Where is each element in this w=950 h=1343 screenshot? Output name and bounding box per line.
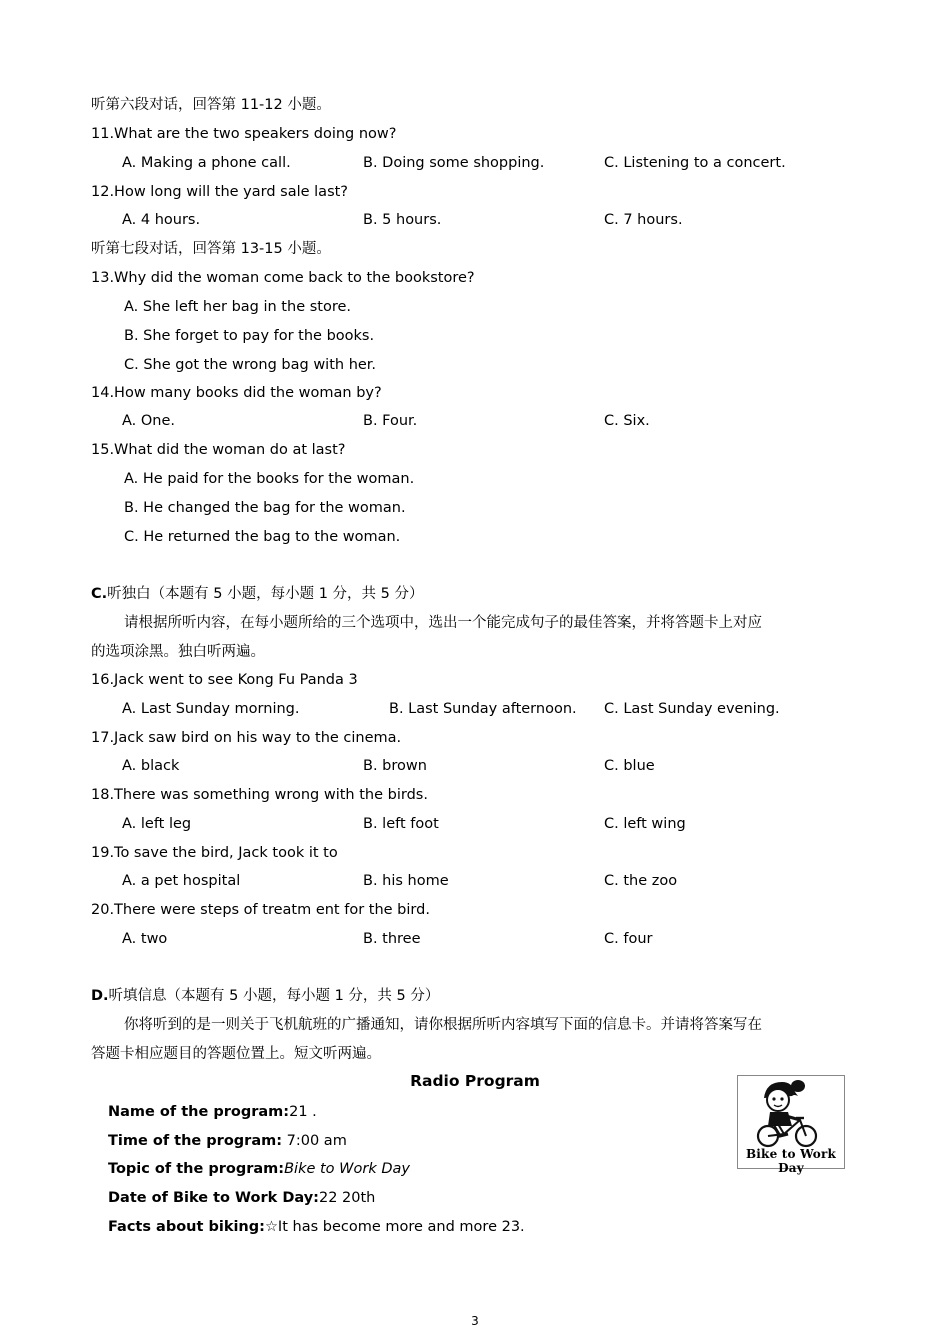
q11-option-c: C. Listening to a concert. bbox=[604, 155, 786, 171]
dialog7-instruction: 听第七段对话，回答第 13-15 小题。 bbox=[91, 241, 331, 257]
q12-option-a: A. 4 hours. bbox=[122, 212, 201, 228]
q13-option-b: B. She forget to pay for the books. bbox=[124, 328, 375, 344]
q15-option-b: B. He changed the bag for the woman. bbox=[124, 500, 406, 516]
q13-option-a: A. She left her bag in the store. bbox=[124, 299, 352, 315]
q19-stem: 19.To save the bird, Jack took it to bbox=[91, 845, 338, 861]
q20-option-a: A. two bbox=[122, 931, 168, 947]
section-d-heading: D.听填信息（本题有 5 小题，每小题 1 分，共 5 分） bbox=[91, 988, 440, 1004]
q16-option-b: B. Last Sunday afternoon. bbox=[389, 701, 577, 717]
q11-stem: 11.What are the two speakers doing now? bbox=[91, 126, 397, 142]
q15-stem: 15.What did the woman do at last? bbox=[91, 442, 346, 458]
q18-option-a: A. left leg bbox=[122, 816, 192, 832]
section-d-instruction-line1: 你将听到的是一则关于飞机航班的广播通知，请你根据所听内容填写下面的信息卡。并请将答案写在 bbox=[124, 1017, 762, 1033]
q19-option-c: C. the zoo bbox=[604, 873, 678, 889]
q17-stem: 17.Jack saw bird on his way to the cinema. bbox=[91, 730, 402, 746]
q16-option-a: A. Last Sunday morning. bbox=[122, 701, 300, 717]
card-row-date: Date of Bike to Work Day:22 20th bbox=[108, 1190, 376, 1206]
section-c-instruction-line1: 请根据所听内容，在每小题所给的三个选项中，选出一个能完成句子的最佳答案，并将答题卡上对应 bbox=[124, 615, 762, 631]
q15-option-c: C. He returned the bag to the woman. bbox=[124, 529, 401, 545]
section-c-heading: C.听独白（本题有 5 小题，每小题 1 分，共 5 分） bbox=[91, 586, 424, 602]
cyclist-icon bbox=[738, 1076, 844, 1148]
q20-option-c: C. four bbox=[604, 931, 653, 947]
bike-to-work-day-logo bbox=[737, 1075, 845, 1175]
q14-option-a: A. One. bbox=[122, 413, 176, 429]
card-row-topic: Topic of the program:Bike to Work Day bbox=[108, 1161, 410, 1177]
q18-stem: 18.There was something wrong with the birds. bbox=[91, 787, 428, 803]
card-row-facts: Facts about biking:☆It has become more and more 23. bbox=[108, 1219, 525, 1235]
q16-option-c: C. Last Sunday evening. bbox=[604, 701, 780, 717]
q12-option-b: B. 5 hours. bbox=[363, 212, 442, 228]
q14-option-c: C. Six. bbox=[604, 413, 650, 429]
q13-stem: 13.Why did the woman come back to the bookstore? bbox=[91, 270, 475, 286]
logo-caption: Bike to Work Day bbox=[745, 1147, 837, 1175]
q18-option-c: C. left wing bbox=[604, 816, 686, 832]
q13-option-c: C. She got the wrong bag with her. bbox=[124, 357, 377, 373]
q15-option-a: A. He paid for the books for the woman. bbox=[124, 471, 415, 487]
q12-option-c: C. 7 hours. bbox=[604, 212, 683, 228]
q11-option-a: A. Making a phone call. bbox=[122, 155, 291, 171]
q19-option-b: B. his home bbox=[363, 873, 449, 889]
q20-option-b: B. three bbox=[363, 931, 421, 947]
card-title: Radio Program bbox=[410, 1072, 540, 1090]
card-row-name: Name of the program:21 . bbox=[108, 1104, 317, 1120]
q14-stem: 14.How many books did the woman by? bbox=[91, 385, 382, 401]
q17-option-a: A. black bbox=[122, 758, 180, 774]
q17-option-c: C. blue bbox=[604, 758, 655, 774]
dialog6-instruction: 听第六段对话，回答第 11-12 小题。 bbox=[91, 97, 331, 113]
q19-option-a: A. a pet hospital bbox=[122, 873, 241, 889]
q12-stem: 12.How long will the yard sale last? bbox=[91, 184, 348, 200]
q14-option-b: B. Four. bbox=[363, 413, 418, 429]
section-d-instruction-line2: 答题卡相应题目的答题位置上。短文听两遍。 bbox=[91, 1046, 381, 1062]
q16-stem: 16.Jack went to see Kong Fu Panda 3 bbox=[91, 672, 358, 688]
q20-stem: 20.There were steps of treatm ent for the bird. bbox=[91, 902, 430, 918]
q17-option-b: B. brown bbox=[363, 758, 427, 774]
section-c-instruction-line2: 的选项涂黑。独白听两遍。 bbox=[91, 644, 265, 660]
card-row-time: Time of the program: 7:00 am bbox=[108, 1133, 347, 1149]
page-number: 3 bbox=[471, 1314, 479, 1328]
q11-option-b: B. Doing some shopping. bbox=[363, 155, 545, 171]
q18-option-b: B. left foot bbox=[363, 816, 439, 832]
